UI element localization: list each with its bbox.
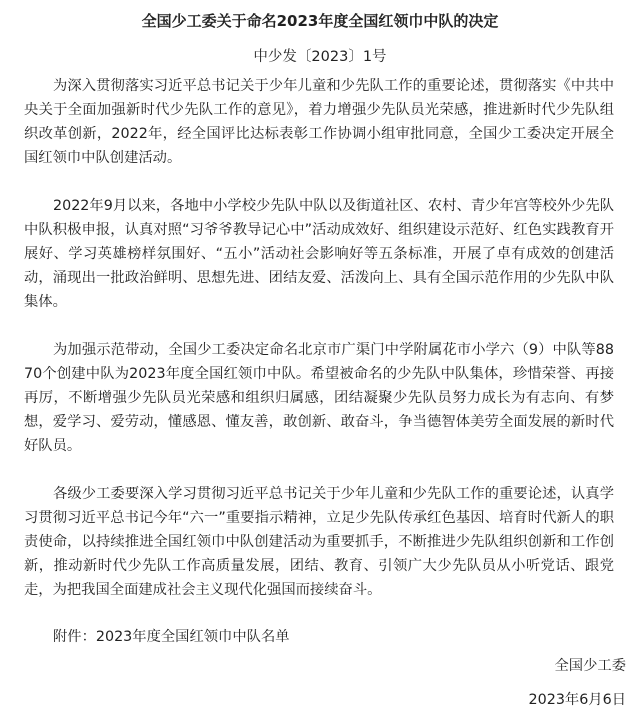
body-paragraph: 2022年9月以来，各地中小学校少先队中队以及街道社区、农村、青少年宫等校外少先队中队积极申报，认真对照“习爷爷教导记心中”活动成效好、组织建设示范好、红色实践教育开展好、学习英雄榜样氛围好、“五小”活动社会影响好等五条标准，开展了卓有成效的创建活动，涌现出一批政治鲜明、思想先进、团结友爱、活泼向上、具有全国示范作用的少先队中队集体。 <box>24 198 614 310</box>
issuer-signature: 全国少工委 <box>554 658 626 674</box>
body-paragraph: 各级少工委要深入学习贯彻习近平总书记关于少年儿童和少先队工作的重要论述，认真学习贯彻习近平总书记今年“六一”重要指示精神，立足少先队传承红色基因、培育时代新人的职责使命，以持续推进全国红领巾中队创建活动为重要抓手，不断推进少先队组织创新和工作创新，推动新时代少先队工作高质量发展，团结、教育、引领广大少先队员从小听党话、跟党走，为把我国全面建成社会主义现代化强国而接续奋斗。 <box>24 486 614 598</box>
document-title: 全国少工委关于命名2023年度全国红领巾中队的决定 <box>141 12 499 30</box>
issue-date: 2023年6月6日 <box>528 692 626 708</box>
body-paragraph: 为深入贯彻落实习近平总书记关于少年儿童和少先队工作的重要论述，贯彻落实《中共中央关于全面加强新时代少先队工作的意见》，着力增强少先队员光荣感，推进新时代少先队组织改革创新，2022年，经全国评比达标表彰工作协调小组审批同意，全国少工委决定开展全国红领巾中队创建活动。 <box>24 78 614 166</box>
attachment-note: 附件：2023年度全国红领巾中队名单 <box>53 629 290 645</box>
body-paragraph: 为加强示范带动，全国少工委决定命名北京市广渠门中学附属花市小学六（9）中队等8870个创建中队为2023年度全国红领巾中队。希望被命名的少先队中队集体，珍惜荣誉、再接再厉，不断增强少先队员光荣感和组织归属感，团结凝聚少先队员努力成长为有志向、有梦想，爱学习、爱劳动，懂感恩、懂友善，敢创新、敢奋斗，争当德智体美劳全面发展的新时代好队员。 <box>24 342 614 454</box>
document-number: 中少发〔2023〕1号 <box>253 49 387 65</box>
